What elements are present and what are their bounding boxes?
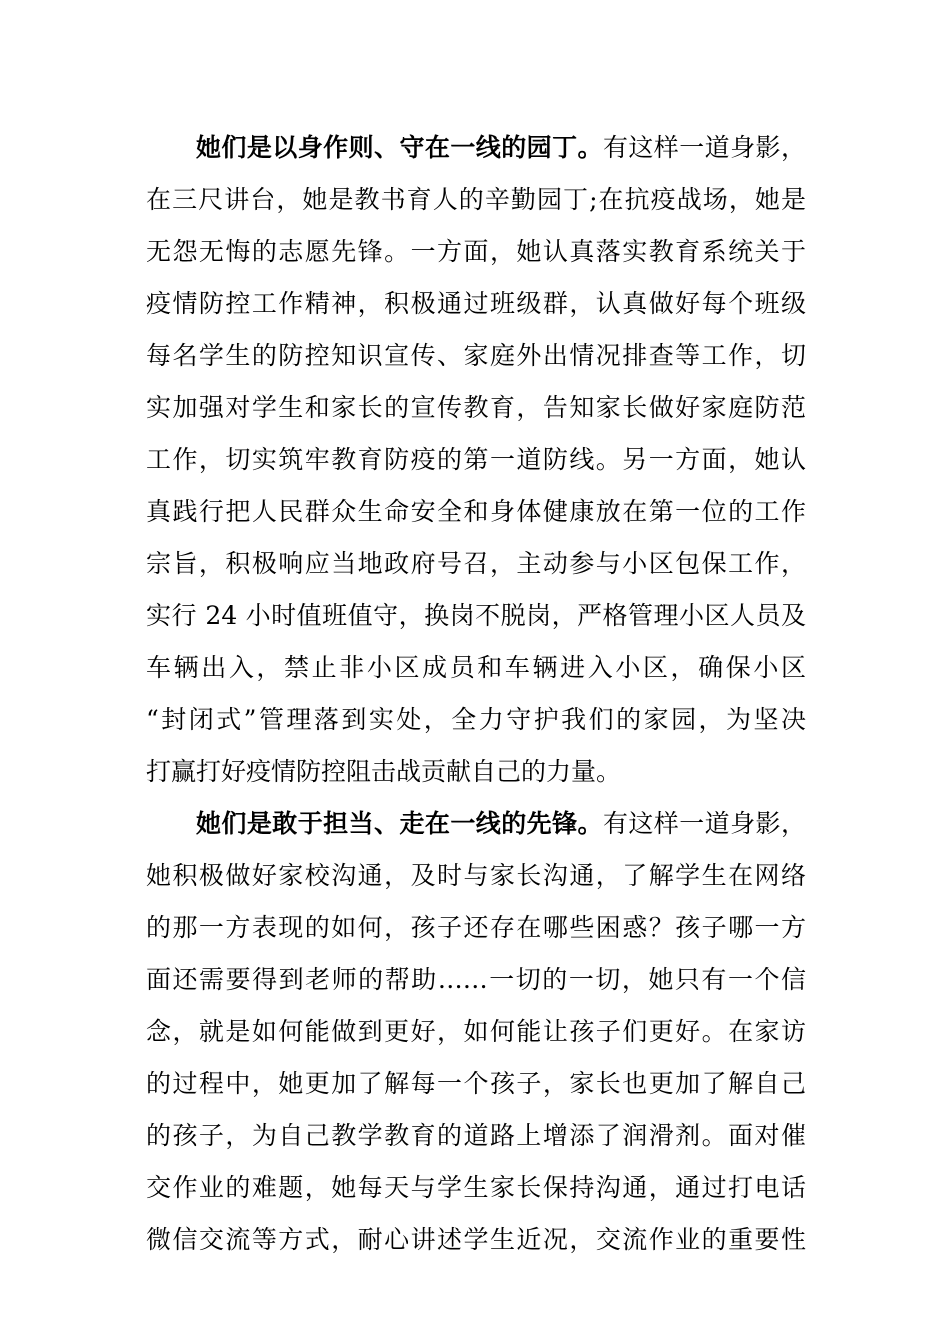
paragraph-2-text: 有这样一道身影， xyxy=(602,809,806,838)
paragraph-2-line-8: 交作业的难题，她每天与学生家长保持沟通，通过打电话 xyxy=(146,1173,806,1202)
paragraph-2-line-1 xyxy=(196,804,806,844)
paragraph-1-line-6: 实加强对学生和家长的宣传教育，告知家长做好家庭防范 xyxy=(146,393,806,422)
paragraph-2-line-7: 的孩子，为自己教学教育的道路上增添了润滑剂。面对催 xyxy=(146,1121,806,1150)
paragraph-1-line-3: 无怨无悔的志愿先锋。一方面，她认真落实教育系统关于 xyxy=(146,237,806,266)
paragraph-2-line-6: 的过程中，她更加了解每一个孩子，家长也更加了解自己 xyxy=(146,1069,806,1098)
paragraph-1-line-4: 疫情防控工作精神，积极通过班级群，认真做好每个班级 xyxy=(146,289,806,318)
paragraph-1-lead: 她们是以身作则、守在一线的园丁。 xyxy=(196,133,603,162)
paragraph-1-line-10: 实行 24 小时值班值守，换岗不脱岗，严格管理小区人员及 xyxy=(146,601,806,630)
paragraph-1-line-11: 车辆出入，禁止非小区成员和车辆进入小区，确保小区 xyxy=(146,653,806,682)
paragraph-1-line-13: 打赢打好疫情防控阻击战贡献自己的力量。 xyxy=(146,757,622,786)
paragraph-2-lead: 她们是敢于担当、走在一线的先锋。 xyxy=(196,809,603,838)
paragraph-2-line-5: 念，就是如何能做到更好，如何能让孩子们更好。在家访 xyxy=(146,1017,806,1046)
paragraph-1-line-1 xyxy=(196,128,806,168)
paragraph-2-line-2: 她积极做好家校沟通，及时与家长沟通，了解学生在网络 xyxy=(146,861,806,890)
paragraph-1-line-12: “封闭式”管理落到实处，全力守护我们的家园，为坚决 xyxy=(146,705,806,734)
paragraph-1-line-9: 宗旨，积极响应当地政府号召，主动参与小区包保工作， xyxy=(146,549,806,578)
paragraph-1-line-5: 每名学生的防控知识宣传、家庭外出情况排查等工作，切 xyxy=(146,341,806,370)
paragraph-2-line-4: 面还需要得到老师的帮助……一切的一切，她只有一个信 xyxy=(146,965,806,994)
paragraph-1-line-8: 真践行把人民群众生命安全和身体健康放在第一位的工作 xyxy=(146,497,806,526)
paragraph-1-text: 有这样一道身影， xyxy=(602,133,806,162)
paragraph-2-line-3: 的那一方表现的如何，孩子还存在哪些困惑？孩子哪一方 xyxy=(146,913,806,942)
paragraph-1-line-7: 工作，切实筑牢教育防疫的第一道防线。另一方面，她认 xyxy=(146,445,806,474)
paragraph-1-line-2: 在三尺讲台，她是教书育人的辛勤园丁;在抗疫战场，她是 xyxy=(146,185,806,214)
paragraph-2-line-9: 微信交流等方式，耐心讲述学生近况，交流作业的重要性 xyxy=(146,1225,806,1254)
